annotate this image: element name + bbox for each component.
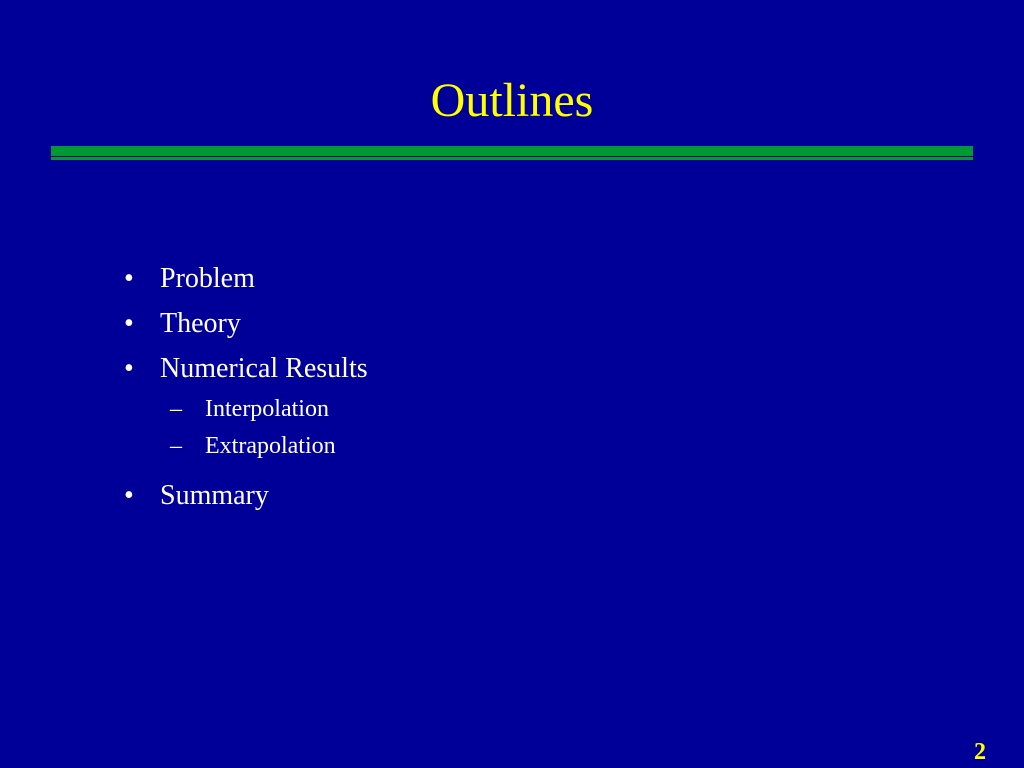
sub-list <box>118 391 818 465</box>
sub-item-label: Interpolation <box>205 396 329 422</box>
bullet-icon: • <box>124 263 134 294</box>
outline-item-label: Problem <box>160 263 255 294</box>
sub-list-container <box>118 391 818 473</box>
sub-item-label: Extrapolation <box>205 433 336 459</box>
bullet-icon: • <box>124 480 134 511</box>
outline-item-numerical-results <box>118 346 818 391</box>
outline-item-label: Theory <box>160 308 241 339</box>
outline-item-label: Numerical Results <box>160 353 368 384</box>
dash-icon: – <box>170 396 182 422</box>
slide-number: 2 <box>974 739 986 765</box>
outline-item-summary <box>118 473 818 518</box>
dash-icon: – <box>170 433 182 459</box>
outline-list <box>118 256 818 518</box>
sub-item-extrapolation <box>118 428 818 465</box>
bullet-icon: • <box>124 353 134 384</box>
outline-item-label: Summary <box>160 480 269 511</box>
bullet-icon: • <box>124 308 134 339</box>
slide-title: Outlines <box>430 74 594 127</box>
outline-item-problem <box>118 256 818 301</box>
outline-item-theory <box>118 301 818 346</box>
sub-item-interpolation <box>118 391 818 428</box>
title-rule-thin <box>51 157 973 160</box>
title-rule-thick <box>51 146 973 156</box>
